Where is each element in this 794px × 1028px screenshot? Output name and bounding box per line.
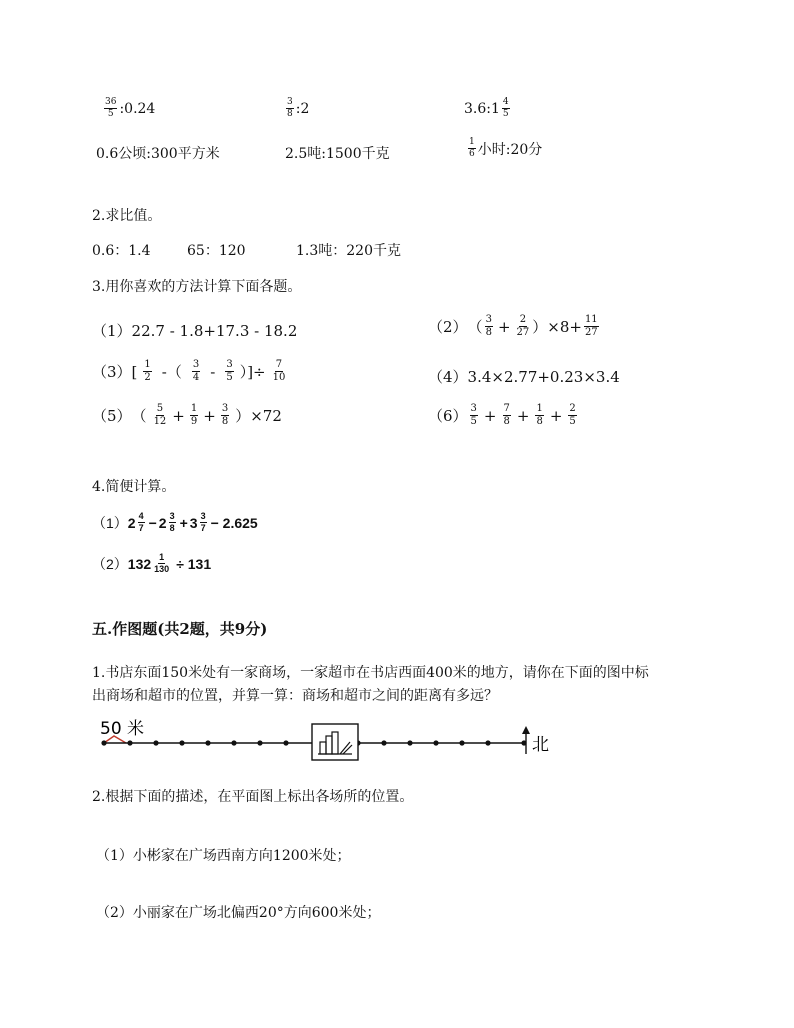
q2-title: 2.求比值。 bbox=[92, 208, 162, 224]
q3-problem-1: （1）22.7 - 1.8+17.3 - 18.2 bbox=[92, 322, 298, 340]
ratio-text: :0.24 bbox=[119, 100, 156, 117]
q3-problem-4: （4）3.4×2.77+0.23×3.4 bbox=[428, 368, 620, 386]
number-line-diagram bbox=[90, 712, 570, 762]
north-label: 北 bbox=[532, 735, 549, 755]
ratio-item-2 bbox=[284, 98, 309, 119]
fraction: $\frac{3}{5}$ bbox=[470, 403, 477, 427]
bookstore-icon bbox=[312, 724, 358, 760]
fraction: $\frac{3}{5}$ bbox=[226, 359, 233, 383]
q4-title: 4.简便计算。 bbox=[92, 479, 176, 495]
ratio-item-4: 0.6公顷:300平方米 bbox=[96, 146, 220, 162]
fraction: $\frac{1}{6}$ bbox=[469, 137, 475, 159]
ratio-item-1 bbox=[102, 98, 155, 119]
fraction: $\frac{2}{5}$ bbox=[569, 403, 576, 427]
ratio-text: 3.6:1 bbox=[464, 100, 500, 117]
fraction: $\frac{1}{9}$ bbox=[190, 403, 198, 427]
ratio-item-6 bbox=[466, 138, 542, 159]
q3-problem-5: （5） （ $\frac{5}{12}$ + $\frac{1}{9}$ + $\frac{3}{8}$ ）×72 bbox=[92, 403, 282, 427]
q4-expression-2: （2） 132 $\frac{1}{130}$ ÷ 131 bbox=[92, 552, 212, 574]
section5-p1-line2: 出商场和超市的位置，并算一算：商场和超市之间的距离有多远？ bbox=[92, 688, 498, 704]
section5-p2: 2.根据下面的描述，在平面图上标出各场所的位置。 bbox=[92, 789, 414, 805]
q3-title: 3.用你喜欢的方法计算下面各题。 bbox=[92, 279, 302, 295]
section5-p1-line1: 1.书店东面150米处有一家商场，一家超市在书店西面400米的地方，请你在下面的图中标 bbox=[92, 665, 649, 681]
ratio-item-3 bbox=[464, 98, 512, 119]
q2-item-1: 0.6：1.4 bbox=[92, 243, 151, 259]
q4-expression-1: （1） 2 $\frac{4}{7}$ − 2 $\frac{3}{8}$ + 3 $\frac{3}{7}$ − 2.625 bbox=[92, 511, 258, 533]
fraction: $\frac{1}{2}$ bbox=[144, 359, 151, 383]
scale-label: 50 米 bbox=[100, 719, 145, 739]
fraction: $\frac{3}{8}$ bbox=[485, 314, 492, 338]
fraction: $\frac{3}{7}$ bbox=[200, 511, 206, 533]
fraction: $\frac{3}{8}$ bbox=[221, 403, 229, 427]
fraction: $\frac{7}{10}$ bbox=[272, 359, 286, 383]
section5-statement-2: （2）小丽家在广场北偏西20°方向600米处； bbox=[96, 905, 381, 921]
fraction: $\frac{1}{8}$ bbox=[536, 403, 543, 427]
fraction: $\frac{3}{8}$ bbox=[169, 511, 175, 533]
ratio-text: 小时:20分 bbox=[477, 141, 543, 158]
fraction: $\frac{4}{7}$ bbox=[138, 511, 144, 533]
fraction: $\frac{4}{5}$ bbox=[502, 97, 509, 119]
fraction: $\frac{7}{8}$ bbox=[503, 403, 510, 427]
fraction: $\frac{3}{4}$ bbox=[192, 359, 200, 383]
ratio-text: :2 bbox=[295, 100, 310, 117]
ratio-item-5: 2.5吨:1500千克 bbox=[285, 146, 390, 162]
q2-item-3: 1.3吨：220千克 bbox=[296, 243, 401, 259]
q3-problem-2: （2） （ $\frac{3}{8}$ + $\frac{2}{27}$ ）×8+ $\frac{11}{27}$ bbox=[428, 314, 598, 338]
section5-title: 五.作图题(共2题，共9分) bbox=[92, 620, 268, 638]
fraction: $\frac{5}{12}$ bbox=[153, 403, 167, 427]
q3-problem-6: （6） $\frac{3}{5}$ + $\frac{7}{8}$ + $\frac{1}{8}$ + $\frac{2}{5}$ bbox=[428, 403, 576, 427]
fraction: $\frac{1}{130}$ bbox=[154, 552, 170, 574]
section5-statement-1: （1）小彬家在广场西南方向1200米处； bbox=[96, 848, 351, 864]
q3-problem-3: （3）[ $\frac{1}{2}$ -（ $\frac{3}{4}$ - $\frac{3}{5}$ ）]÷ $\frac{7}{10}$ bbox=[92, 359, 286, 383]
fraction: $\frac{2}{27}$ bbox=[516, 314, 530, 338]
q2-item-2: 65：120 bbox=[187, 243, 246, 259]
fraction: $\frac{11}{27}$ bbox=[584, 314, 598, 338]
fraction: $\frac{36}{5}$ bbox=[105, 97, 117, 119]
north-arrow-icon bbox=[522, 726, 530, 754]
fraction: $\frac{3}{8}$ bbox=[287, 97, 293, 119]
